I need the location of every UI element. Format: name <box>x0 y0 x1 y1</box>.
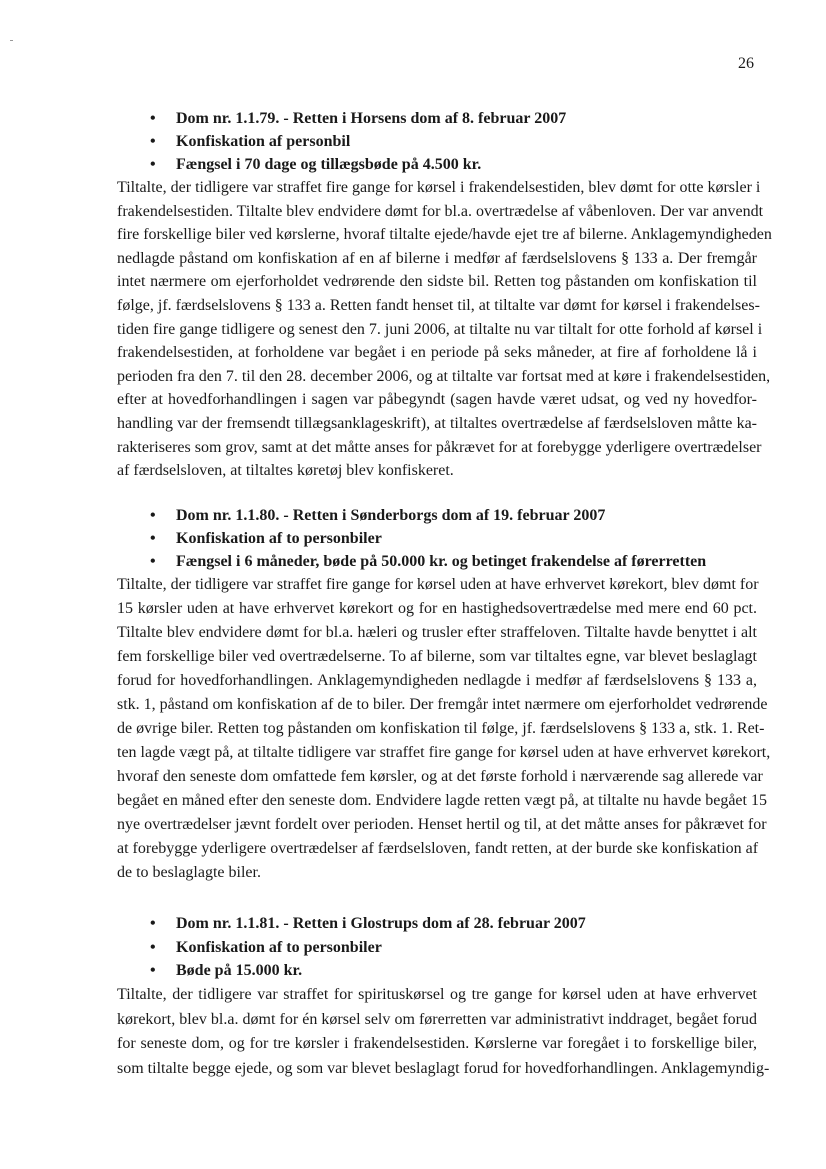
paragraph-line: fire forskellige biler ved kørslerne, hvoraf tiltalte ejede/havde ejet tre af bilerne. Anklagemyndigheden <box>117 226 772 243</box>
case-summary-bullet <box>150 133 350 151</box>
bullet-icon: • <box>150 962 156 979</box>
paragraph-line: af færdselsloven, at tiltaltes køretøj blev konfiskeret. <box>117 462 454 479</box>
paragraph-line: begået en måned efter den seneste dom. Endvidere lagde retten vægt på, at tiltalte nu havde begået 15 <box>117 792 767 809</box>
bullet-icon: • <box>150 110 156 127</box>
bullet-text: Fængsel i 6 måneder, bøde på 50.000 kr. og betinget frakendelse af førerretten <box>176 553 707 570</box>
bullet-text: Konfiskation af to personbiler <box>176 939 382 956</box>
case-summary-bullet <box>150 530 382 548</box>
paragraph-line: efter at hovedforhandlingen i sagen var påbegyndt (sagen havde været udsat, og ved ny hovedfor- <box>117 391 757 408</box>
paragraph-line: de øvrige biler. Retten tog påstanden om konfiskation til følge, jf. færdselslovens § 133 a, stk. 1. Ret- <box>117 720 765 737</box>
page-number: 26 <box>738 55 754 72</box>
case-summary-bullet <box>150 553 706 571</box>
paragraph-line: perioden fra den 7. til den 28. december 2006, og at tiltalte var fortsat med at køre i frakendelsestiden, <box>117 368 771 385</box>
paragraph-line: rakteriseres som grov, samt at det måtte anses for påkrævet for at forebygge yderligere overtrædelser <box>117 439 762 456</box>
bullet-text: Bøde på 15.000 kr. <box>176 962 303 979</box>
paragraph-line: handling var der fremsendt tillægsanklageskrift), at tiltaltes overtrædelse af færdselsloven måtte ka- <box>117 415 757 432</box>
paragraph-line: intet nærmere om ejerforholdet vedrørende den sidste bil. Retten tog påstanden om konfiskation til <box>117 273 757 290</box>
paragraph-line: ten lagde vægt på, at tiltalte tidligere var straffet fire gange for kørsel uden at have erhvervet kørekort, <box>117 744 771 761</box>
paragraph-line: frakendelsestiden. Tiltalte blev endvidere dømt for bl.a. overtrædelse af våbenloven. Der var anvendt <box>117 203 764 220</box>
case-summary-bullet <box>150 939 382 957</box>
bullet-icon: • <box>150 915 156 932</box>
paragraph-line: kørekort, blev bl.a. dømt for én kørsel selv om førerretten var administrativt inddraget, begået forud <box>117 1011 757 1028</box>
paragraph-line: tiden fire gange tidligere og senest den 7. juni 2006, at tiltalte nu var tiltalt for otte forhold af kørsel i <box>117 321 763 338</box>
paragraph-line: følge, jf. færdselslovens § 133 a. Retten fandt henset til, at tiltalte var dømt for kørsel i frakendelses- <box>117 297 760 314</box>
paragraph-line: forud for hovedforhandlingen. Anklagemyndigheden nedlagde i medfør af færdselslovens § 133 a, <box>117 672 757 689</box>
case-heading <box>150 507 605 525</box>
bullet-icon: • <box>150 553 156 570</box>
paragraph-line: Tiltalte blev endvidere dømt for bl.a. hæleri og trusler efter straffeloven. Tiltalte havde benyttet i alt <box>117 624 757 641</box>
paragraph-line: fem forskellige biler ved overtrædelserne. To af bilerne, som var tiltaltes egne, var blevet beslaglagt <box>117 648 757 665</box>
paragraph-line: Tiltalte, der tidligere var straffet fire gange for kørsel i frakendelsestiden, blev dømt for otte kørsler i <box>117 179 761 196</box>
paragraph-line: nye overtrædelser jævnt fordelt over perioden. Henset hertil og til, at det måtte anses for påkrævet for <box>117 816 767 833</box>
bullet-icon: • <box>150 507 156 524</box>
bullet-text: Konfiskation af to personbiler <box>176 530 382 547</box>
paragraph-line: 15 kørsler uden at have erhvervet kørekort og for en hastighedsovertrædelse med mere end 60 pct. <box>117 600 757 617</box>
bullet-text: Dom nr. 1.1.81. - Retten i Glostrups dom af 28. februar 2007 <box>176 915 586 932</box>
scan-speck <box>10 40 13 41</box>
case-heading <box>150 110 566 128</box>
paragraph-line: som tiltalte begge ejede, og som var blevet beslaglagt forud for hovedforhandlingen. Anklagemyndig- <box>117 1060 770 1077</box>
paragraph-line: stk. 1, påstand om konfiskation af de to biler. Der fremgår intet nærmere om ejerforholdet vedrørende <box>117 696 768 713</box>
paragraph-line: for seneste dom, og for tre kørsler i frakendelsestiden. Kørslerne var foregået i to forskellige biler, <box>117 1035 757 1052</box>
bullet-text: Fængsel i 70 dage og tillægsbøde på 4.500 kr. <box>176 156 482 173</box>
case-summary-bullet <box>150 156 481 174</box>
bullet-icon: • <box>150 530 156 547</box>
paragraph-line: nedlagde påstand om konfiskation af en af bilerne i medfør af færdselslovens § 133 a. Der fremgår <box>117 250 757 267</box>
bullet-icon: • <box>150 939 156 956</box>
bullet-icon: • <box>150 133 156 150</box>
paragraph-line: de to beslaglagte biler. <box>117 864 261 881</box>
case-heading <box>150 915 586 933</box>
bullet-text: Konfiskation af personbil <box>176 133 351 150</box>
paragraph-line: at forebygge yderligere overtrædelser af færdselsloven, fandt retten, at der burde ske konfiskation af <box>117 840 759 857</box>
case-summary-bullet <box>150 962 302 980</box>
paragraph-line: Tiltalte, der tidligere var straffet for spirituskørsel og tre gange for kørsel uden at have erhvervet <box>117 986 757 1003</box>
paragraph-line: hvoraf den seneste dom omfattede fem kørsler, og at det første forhold i nærværende sag allerede var <box>117 768 763 785</box>
paragraph-line: frakendelsestiden, at forholdene var begået i en periode på seks måneder, at fire af forholdene lå i <box>117 344 757 361</box>
bullet-icon: • <box>150 156 156 173</box>
bullet-text: Dom nr. 1.1.79. - Retten i Horsens dom af 8. februar 2007 <box>176 110 567 127</box>
bullet-text: Dom nr. 1.1.80. - Retten i Sønderborgs dom af 19. februar 2007 <box>176 507 606 524</box>
paragraph-line: Tiltalte, der tidligere var straffet fire gange for kørsel uden at have erhvervet kørekort, blev dømt for <box>117 576 759 593</box>
